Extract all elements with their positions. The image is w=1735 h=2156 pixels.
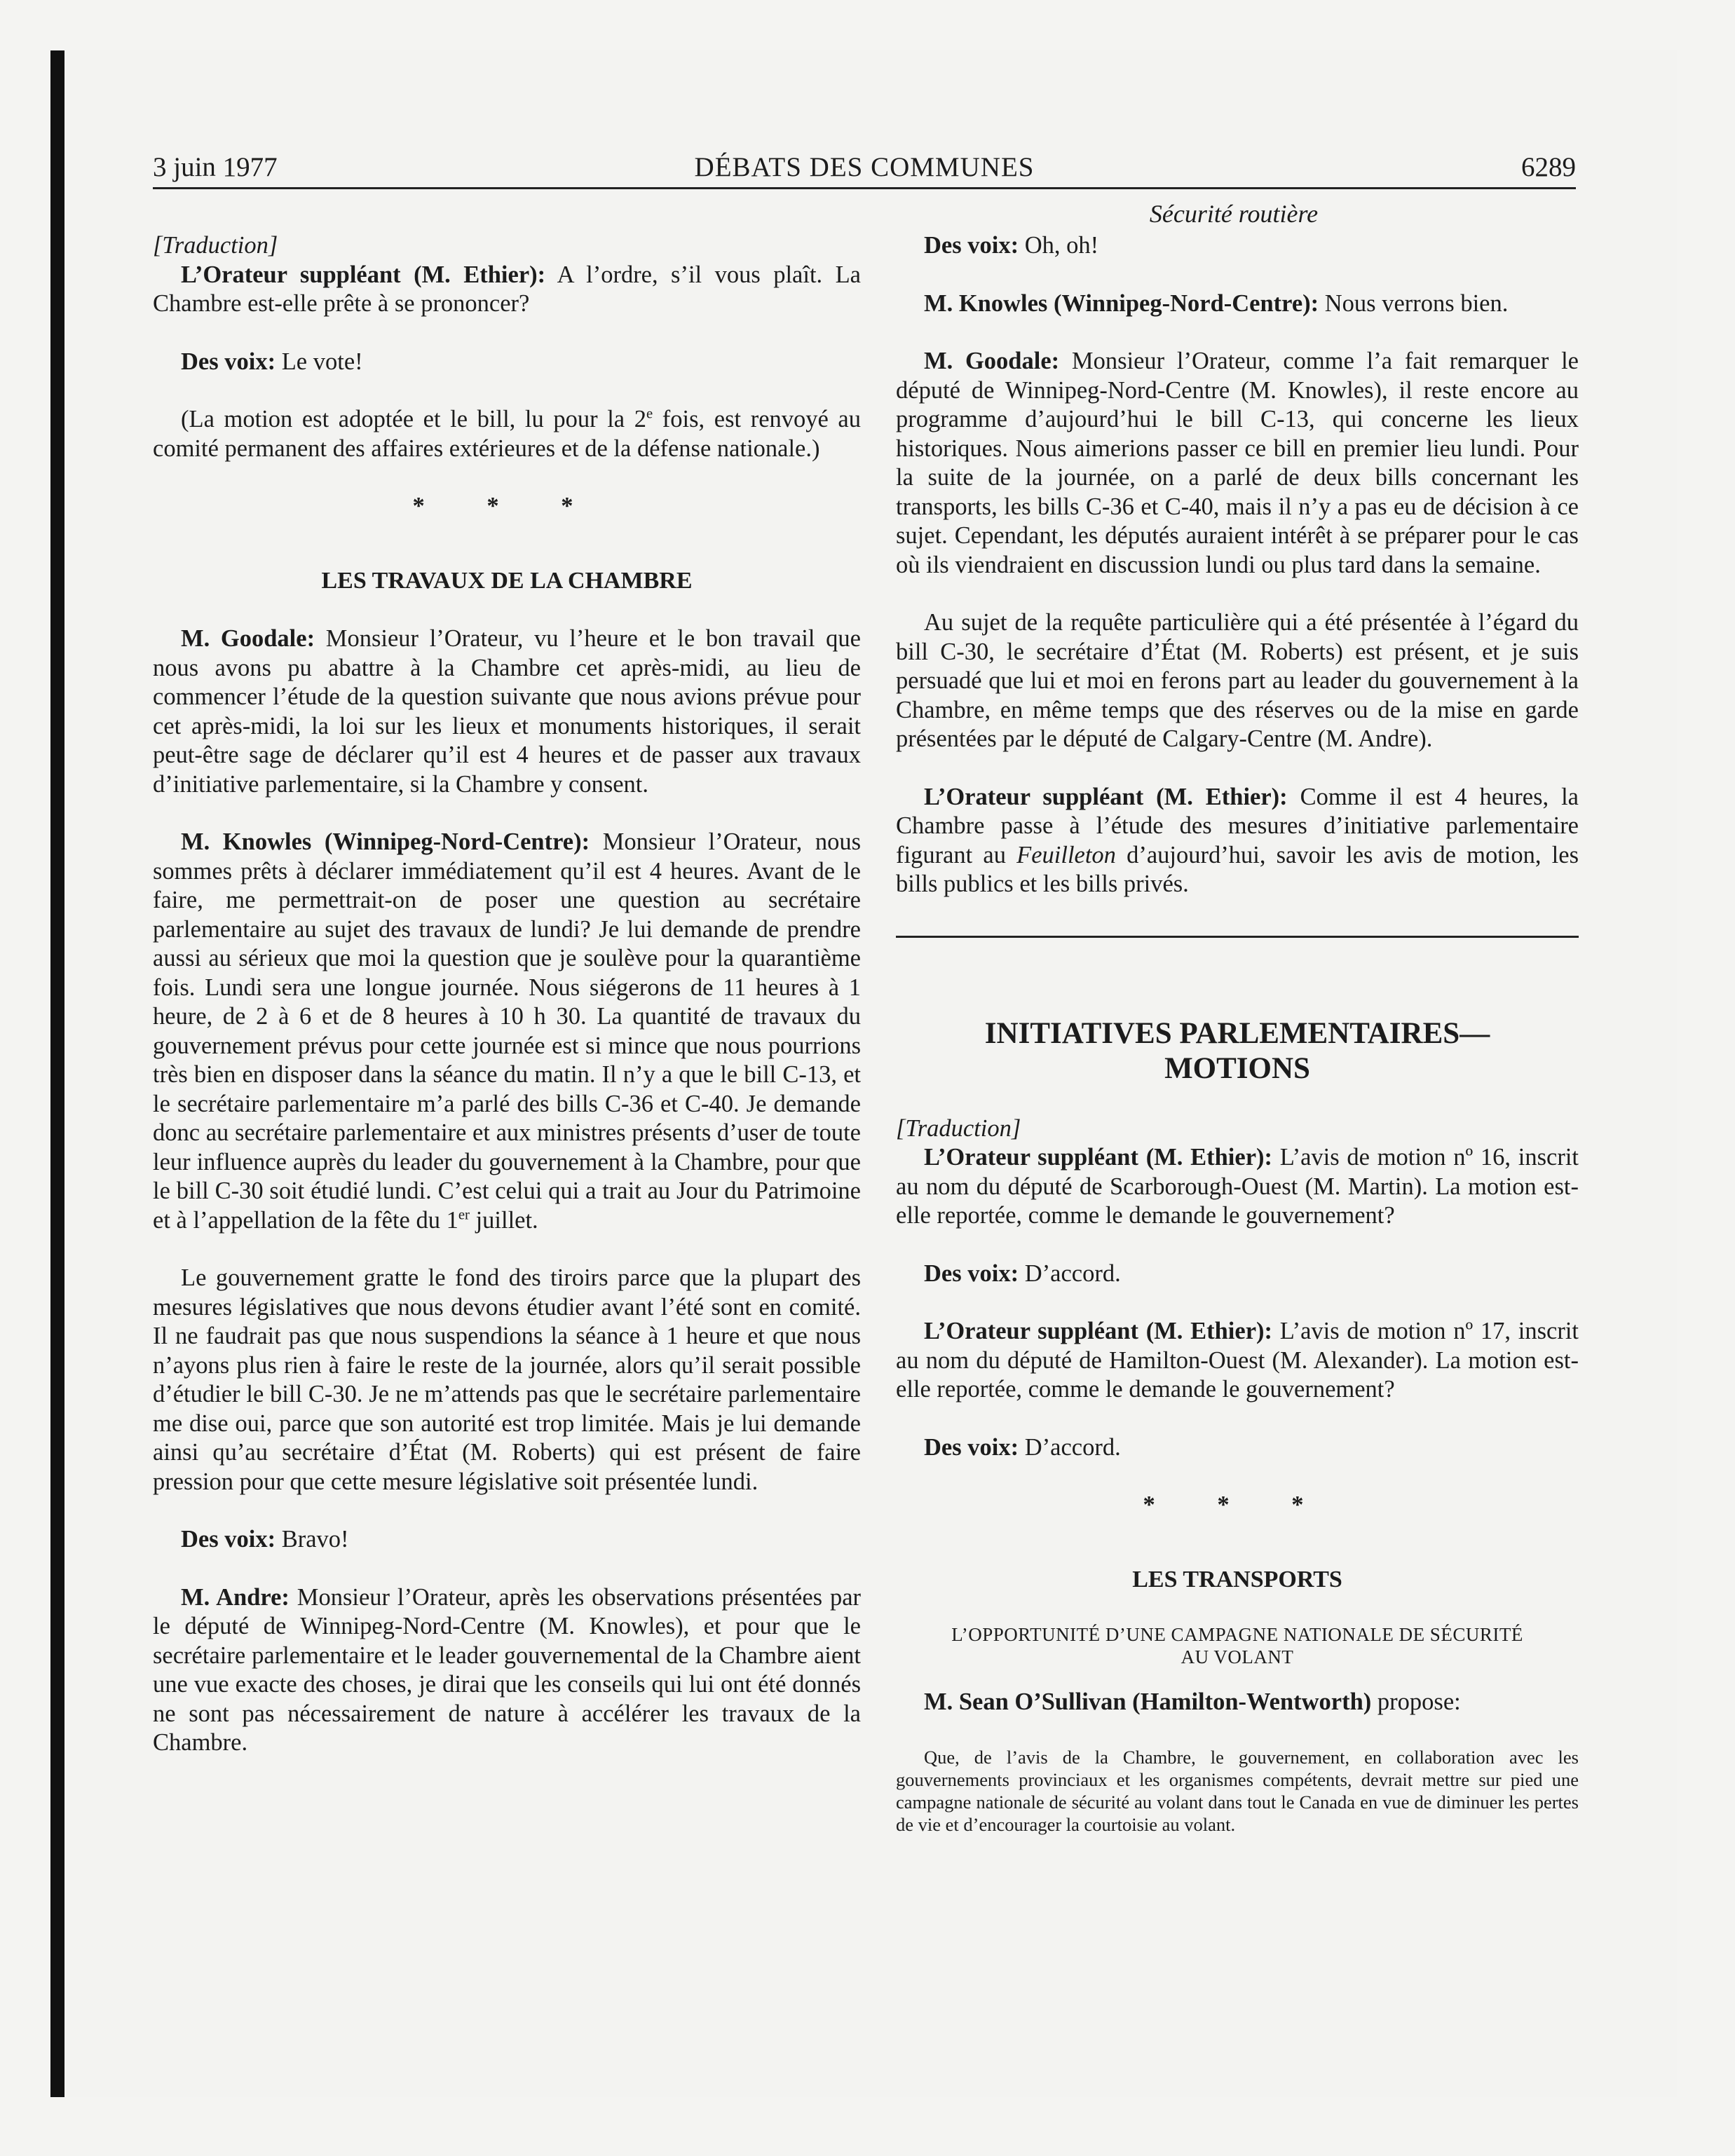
section-separator: * * * <box>1143 1492 1332 1518</box>
motion-text: Que, de l’avis de la Chambre, le gouvernement, en collaboration avec les gouvernements provinciaux et les organismes compétents, devrait mettre sur pied une campagne nationale de sécurité au volant dans tout le Canada en vue de diminuer les pertes de vie et d’encourager la courtoisie au volant. <box>896 1746 1579 1835</box>
speaker: L’Orateur suppléant (M. Ethier): <box>924 783 1288 810</box>
paragraph: M. Goodale: Monsieur l’Orateur, comme l’a fait remarquer le député de Winnipeg-Nord-Centre (M. Knowles), il reste encore au programme d’aujourd’hui le bill C-13, qui concerne les lieux historiques. Nous aimerions passer ce bill en premier lieu lundi. Pour la suite de la journée, on a parlé de deux bills concernant les transports, les bills C-36 et C-40, mais il n’y a pas eu de décision à ce sujet. Cependant, les députés auraient intérêt à se préparer pour le cas où ils viendraient en discussion lundi ou plus tard dans la semaine. <box>896 348 1579 578</box>
paragraph: L’Orateur suppléant (M. Ethier): L’avis de motion nº 17, inscrit au nom du député de Hamilton-Ouest (M. Alexander). La motion est-elle reportée, comme le demande le gouvernement? <box>896 1318 1579 1403</box>
paragraph: Des voix: D’accord. <box>924 1260 1121 1287</box>
speaker: Des voix: <box>924 1260 1019 1287</box>
right-column <box>896 231 1579 1836</box>
paragraph: Des voix: D’accord. <box>924 1433 1121 1461</box>
section-heading: LES TRAVAUX DE LA CHAMBRE <box>321 567 693 594</box>
speaker: Des voix: <box>181 1526 276 1553</box>
speaker: Des voix: <box>924 232 1019 259</box>
left-column <box>153 231 861 1787</box>
page-header <box>153 144 1576 189</box>
paragraph: Le gouvernement gratte le fond des tiroirs parce que la plupart des mesures législatives que nous devons étudier avant l’été sont en comité. Il ne faudrait pas que nous suspendions la séance à 1 heure et que nous n’ayons plus rien à faire le reste de la journée, alors qu’il serait possible d’étudier le bill C-30. Je ne m’attends pas que le secrétaire parlementaire me dise oui, parce que son autorité est trop limitée. Mais je lui demande ainsi qu’au secrétaire d’État (M. Roberts) qui est présent de faire pression pour que cette mesure législative soit présentée lundi. <box>153 1264 861 1495</box>
speaker: M. Andre: <box>181 1583 290 1611</box>
paragraph: M. Andre: Monsieur l’Orateur, après les observations présentées par le député de Winnipeg-Nord-Centre (M. Knowles), et pour que le secrétaire parlementaire et le leader gouvernemental de la Chambre aient une vue exacte des choses, je dirai que les conseils qui lui ont été donnés ne sont pas nécessairement de nature à accélérer les travaux de la Chambre. <box>153 1583 861 1756</box>
speaker: M. Sean O’Sullivan (Hamilton-Wentworth) <box>924 1688 1372 1715</box>
section-title: INITIATIVES PARLEMENTAIRES— MOTIONS <box>984 1016 1490 1085</box>
speaker: M. Knowles (Winnipeg-Nord-Centre): <box>924 289 1319 317</box>
paragraph: Au sujet de la requête particulière qui a été présentée à l’égard du bill C-30, le secrétaire d’État (M. Roberts) est présent, et je suis persuadé que lui et moi en ferons part au leader du gouvernement à la Chambre, en même temps que des réserves ou de la mise en garde présentées par le député de Calgary-Centre (M. Andre). <box>896 609 1579 752</box>
paragraph: L’Orateur suppléant (M. Ethier): L’avis de motion nº 16, inscrit au nom du député de Scarborough-Ouest (M. Martin). La motion est-elle reportée, comme le demande le gouvernement? <box>896 1144 1579 1229</box>
section-rule <box>896 936 1579 938</box>
paragraph: M. Knowles (Winnipeg-Nord-Centre): Monsieur l’Orateur, nous sommes prêts à déclarer immédiatement qu’il est 4 heures. Avant de le faire, me permettrait-on de poser une question au secrétaire parlementaire au sujet des travaux de lundi? Je lui demande de prendre aussi au sérieux que moi la question que je soulève pour la quarantième fois. Lundi sera une longue journée. Nous siégerons de 11 heures à 1 heure, de 2 à 6 et de 8 heures à 10 h 30. La quantité de travaux du gouvernement prévus pour cette journée est si mince que nous pourrions très bien en disposer dans la séance du matin. Il n’y a que le bill C-13, et le secrétaire parlementaire m’a parlé des bills C-36 et C-40. Je demande donc au secrétaire parlementaire et aux ministres présents d’user de toute leur influence auprès du leader du gouvernement à la Chambre, pour que le bill C-30 soit étudié lundi. C’est celui qui a trait au Jour du Patrimoine et à l’appellation de la fête du 1er juillet. <box>153 828 861 1234</box>
section-subheading: L’OPPORTUNITÉ D’UNE CAMPAGNE NATIONALE DE SÉCURITÉ AU VOLANT <box>951 1624 1523 1667</box>
speaker: L’Orateur suppléant (M. Ethier): <box>924 1144 1272 1171</box>
paragraph: Des voix: Le vote! <box>181 348 363 375</box>
paragraph: Des voix: Bravo! <box>181 1526 349 1553</box>
paragraph: L’Orateur suppléant (M. Ethier): A l’ordre, s’il vous plaît. La Chambre est-elle prête à se prononcer? <box>153 261 861 317</box>
paragraph: (La motion est adoptée et le bill, lu pour la 2e fois, est renvoyé au comité permanent des affaires extérieures et de la défense nationale.) <box>153 406 861 462</box>
section-heading: LES TRANSPORTS <box>1132 1566 1342 1592</box>
translation-tag: [Traduction] <box>896 1114 1021 1142</box>
paragraph: M. Sean O’Sullivan (Hamilton-Wentworth) propose: <box>924 1688 1461 1715</box>
paragraph: L’Orateur suppléant (M. Ethier): Comme il est 4 heures, la Chambre passe à l’étude des mesures d’initiative parlementaire figurant au Feuilleton d’aujourd’hui, savoir les avis de motion, les bills publics et les bills privés. <box>896 783 1579 897</box>
paragraph: Des voix: Oh, oh! <box>924 232 1099 259</box>
translation-tag: [Traduction] <box>153 232 278 259</box>
header-date: 3 juin 1977 <box>153 152 278 182</box>
speaker: M. Goodale: <box>181 625 315 652</box>
paragraph: M. Knowles (Winnipeg-Nord-Centre): Nous verrons bien. <box>924 289 1509 317</box>
page-number: 6289 <box>1521 152 1576 182</box>
speaker: M. Goodale: <box>924 348 1060 374</box>
speaker: L’Orateur suppléant (M. Ethier): <box>924 1318 1272 1344</box>
header-title: DÉBATS DES COMMUNES <box>694 152 1035 182</box>
speaker: Des voix: <box>924 1433 1019 1461</box>
speaker: Des voix: <box>181 348 276 375</box>
running-head: Sécurité routière <box>1149 200 1319 228</box>
paragraph: M. Goodale: Monsieur l’Orateur, vu l’heure et le bon travail que nous avons pu abattre à la Chambre cet après-midi, au lieu de commencer l’étude de la question suivante que nous avions prévue pour cet après-midi, la loi sur les lieux et monuments historiques, il serait peut-être sage de déclarer qu’il est 4 heures et de passer aux travaux d’initiative parlementaire, si la Chambre y consent. <box>153 625 861 798</box>
section-separator: * * * <box>412 493 601 519</box>
speaker: M. Knowles (Winnipeg-Nord-Centre): <box>181 828 590 855</box>
scan-border <box>50 50 64 2097</box>
speaker: L’Orateur suppléant (M. Ethier): <box>181 261 546 288</box>
